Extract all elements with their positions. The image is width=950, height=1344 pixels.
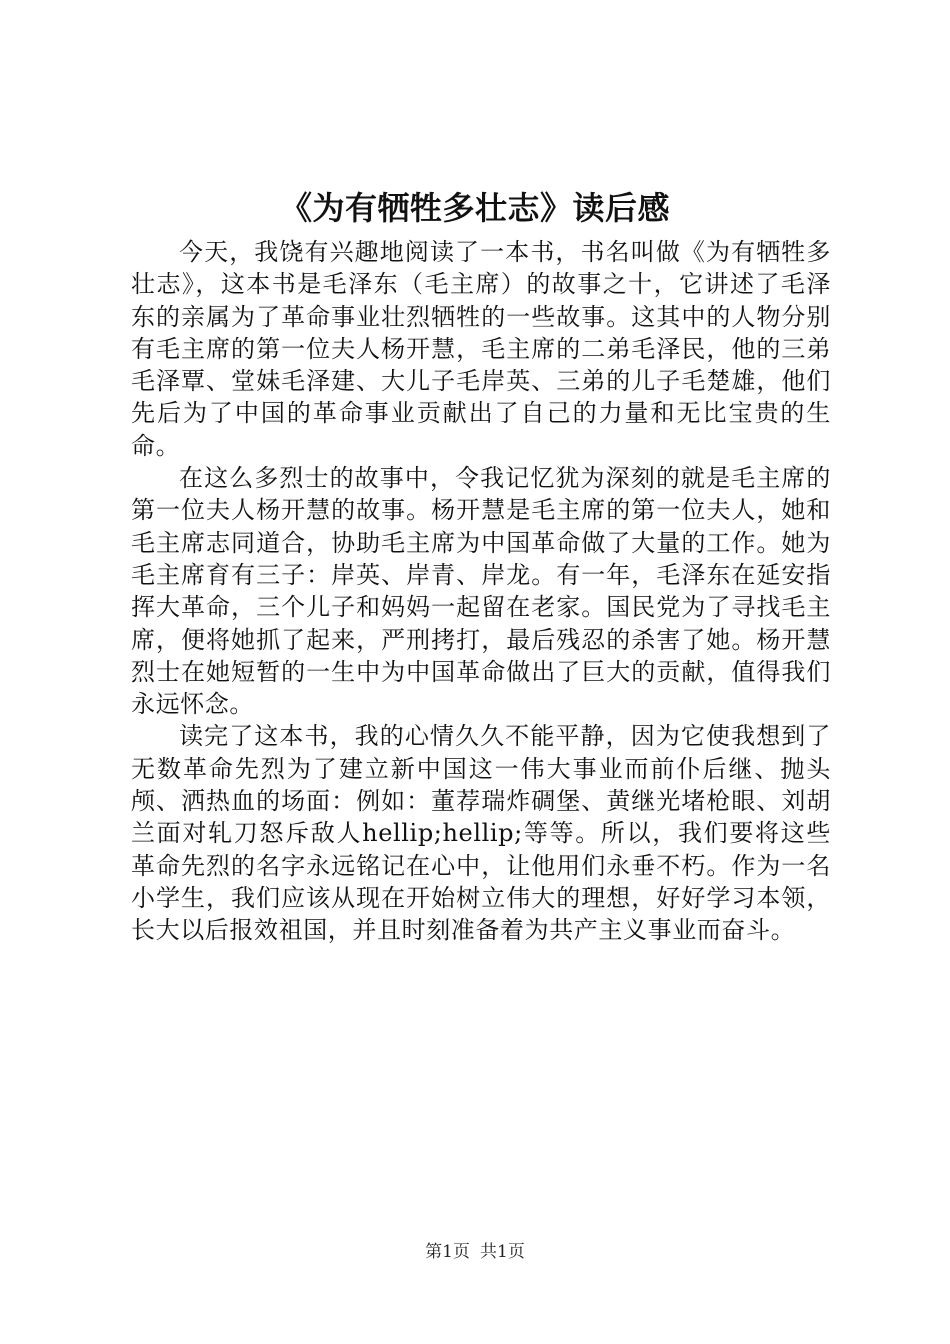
page-number: 第1页 — [425, 1242, 470, 1262]
page-footer — [0, 1240, 950, 1264]
page-total: 共1页 — [480, 1242, 525, 1262]
paragraph-2: 在这么多烈士的故事中，令我记忆犹为深刻的就是毛主席的第一位夫人杨开慧的故事。杨开慧是毛主席的第一位夫人，她和毛主席志同道合，协助毛主席为中国革命做了大量的工作。她为毛主席育有三子：岸英、岸青、岸龙。有一年，毛泽东在延安指挥大革命，三个儿子和妈妈一起留在老家。国民党为了寻找毛主席，便将她抓了起来，严刑拷打，最后残忍的杀害了她。杨开慧烈士在她短暂的一生中为中国革命做出了巨大的贡献，值得我们永远怀念。 — [131, 464, 831, 719]
page-title: 《为有牺牲多壮志》读后感 — [279, 189, 670, 227]
paragraph-1: 今天，我饶有兴趣地阅读了一本书，书名叫做《为有牺牲多壮志》，这本书是毛泽东（毛主席）的故事之十，它讲述了毛泽东的亲属为了革命事业壮烈牺牲的一些故事。这其中的人物分别有毛主席的第一位夫人杨开慧，毛主席的二弟毛泽民，他的三弟毛泽覃、堂妹毛泽建、大儿子毛岸英、三弟的儿子毛楚雄，他们先后为了中国的革命事业贡献出了自己的力量和无比宝贵的生命。 — [131, 238, 831, 460]
paragraph-3: 读完了这本书，我的心情久久不能平静，因为它使我想到了无数革命先烈为了建立新中国这一伟大事业而前仆后继、抛头颅、洒热血的场面：例如：董荐瑞炸碉堡、黄继光堵枪眼、刘胡兰面对轧刀怒斥敌人hellip;hellip;等等。所以，我们要将这些革命先烈的名字永远铭记在心中，让他用们永垂不朽。作为一名小学生，我们应该从现在开始树立伟大的理想，好好学习本领，长大以后报效祖国，并且时刻准备着为共产主义事业而奋斗。 — [131, 722, 831, 945]
article-body — [131, 236, 831, 947]
